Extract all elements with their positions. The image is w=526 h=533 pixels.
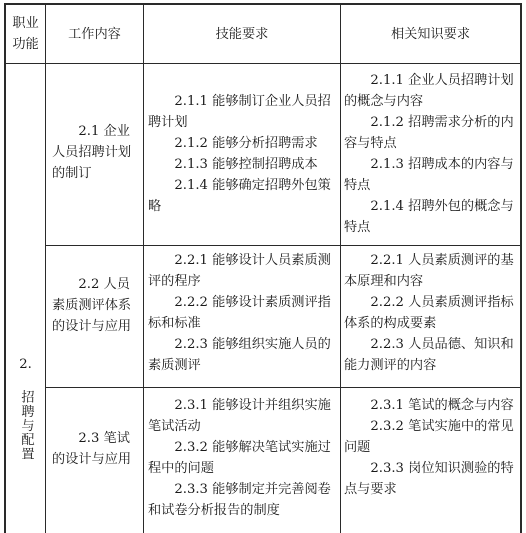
row-2-knowledge	[344, 250, 516, 376]
row-1-skills	[148, 91, 336, 217]
header-skill-label: 技能要求	[215, 26, 269, 42]
skill-item: 2.2.2 能够设计素质测评指标和标准	[148, 295, 331, 331]
work-item: 2.2 人员素质测评体系的设计与应用	[52, 277, 132, 334]
header-function-label: 职业功能	[12, 16, 39, 52]
function-number: 2.	[19, 357, 32, 372]
row-1-work	[52, 121, 138, 184]
row-1-knowledge	[344, 70, 516, 238]
work-item: 2.1 企业人员招聘计划的制订	[52, 124, 132, 181]
header-knowledge	[341, 5, 520, 63]
knowledge-item: 2.2.2 人员素质测评指标体系的构成要素	[344, 295, 514, 331]
header-knowledge-label: 相关知识要求	[390, 26, 471, 42]
skill-item: 2.3.3 能够制定并完善阅卷和试卷分析报告的制度	[148, 482, 331, 518]
knowledge-item: 2.3.3 岗位知识测验的特点与要求	[344, 461, 514, 497]
col-divider-2	[143, 3, 144, 533]
col-divider-3	[340, 3, 341, 533]
header-work	[46, 5, 143, 63]
header-divider	[4, 63, 522, 64]
row-2-skills	[148, 250, 336, 376]
knowledge-item: 2.1.2 招聘需求分析的内容与特点	[344, 115, 514, 151]
row-divider-2	[45, 387, 522, 388]
row-3-work	[52, 428, 138, 470]
table-right-border	[520, 3, 522, 533]
header-skill	[144, 5, 340, 63]
knowledge-item: 2.2.3 人员品德、知识和能力测评的内容	[344, 337, 514, 373]
knowledge-item: 2.3.2 笔试实施中的常见问题	[344, 419, 514, 455]
skill-item: 2.1.4 能够确定招聘外包策略	[148, 178, 331, 214]
row-3-knowledge	[344, 395, 516, 500]
knowledge-item: 2.3.1 笔试的概念与内容	[370, 398, 514, 413]
work-item: 2.3 笔试的设计与应用	[52, 431, 132, 467]
skill-item: 2.2.3 能够组织实施人员的素质测评	[148, 337, 331, 373]
skill-item: 2.1.2 能够分析招聘需求	[174, 136, 318, 151]
knowledge-item: 2.1.3 招聘成本的内容与特点	[344, 157, 514, 193]
header-work-label: 工作内容	[68, 26, 121, 42]
row-2-work	[52, 274, 138, 337]
skill-item: 2.1.3 能够控制招聘成本	[174, 157, 318, 172]
skill-item: 2.1.1 能够制订企业人员招聘计划	[148, 94, 331, 130]
knowledge-item: 2.1.4 招聘外包的概念与特点	[344, 199, 514, 235]
header-function	[6, 5, 45, 63]
row-3-skills	[148, 395, 336, 521]
skill-item: 2.2.1 能够设计人员素质测评的程序	[148, 253, 331, 289]
function-cell	[6, 355, 45, 475]
function-label: 招聘与配置	[18, 389, 34, 461]
skill-item: 2.3.2 能够解决笔试实施过程中的问题	[148, 440, 331, 476]
knowledge-item: 2.2.1 人员素质测评的基本原理和内容	[344, 253, 514, 289]
row-divider-1	[45, 245, 522, 246]
skill-item: 2.3.1 能够设计并组织实施笔试活动	[148, 398, 331, 434]
knowledge-item: 2.1.1 企业人员招聘计划的概念与内容	[344, 73, 514, 109]
col-divider-1	[45, 3, 46, 533]
